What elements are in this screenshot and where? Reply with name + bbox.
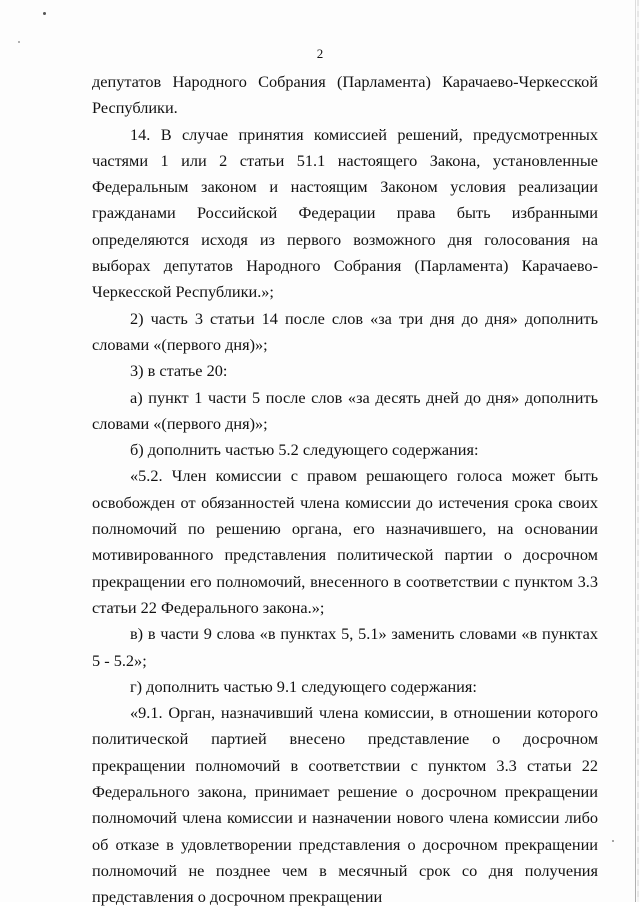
paragraph: «9.1. Орган, назначивший члена комиссии, в отношении которого политической партией внесено представление о досрочном прекращении полномочий в соответствии с пунктом 3.3 статьи 22 Федерального закона, принимает решение о досрочном прекращении полномочий члена комиссии и назначении нового члена комиссии либо об отказе в удовлетворении представления о досрочном прекращении полномочий не позднее чем в месячный срок со дня получения представления о досрочном прекращении (92, 703, 598, 907)
paragraph: депутатов Народного Собрания (Парламента) Карачаево-Черкесской Республики. (92, 72, 598, 118)
paragraph: а) пункт 1 части 5 после слов «за десять дней до дня» дополнить словами «(первого дня)»; (92, 387, 598, 433)
scan-speck (43, 12, 46, 15)
document-body (92, 69, 598, 911)
paragraph: 14. В случае принятия комиссией решений, предусмотренных частями 1 или 2 статьи 51.1 настоящего Закона, установленные Федеральным законом и настоящим Законом условия реализации гражданами Российской Федерации права быть избранными определяются исходя из первого возможного дня голосования на выборах депутатов Народного Собрания (Парламента) Карачаево-Черкесской Республики.»; (92, 124, 598, 302)
paragraph: б) дополнить частью 5.2 следующего содержания: (130, 440, 479, 460)
page-number: 2 (316, 46, 324, 61)
paragraph: в) в части 9 слова «в пунктах 5, 5.1» заменить словами «в пунктах 5 - 5.2»; (92, 624, 598, 670)
paragraph: г) дополнить частью 9.1 следующего содержания: (130, 676, 477, 696)
paragraph: 2) часть 3 статьи 14 после слов «за три дня до дня» дополнить словами «(первого дня)»; (92, 308, 598, 354)
paragraph: «5.2. Член комиссии с правом решающего голоса может быть освобожден от обязанностей члена комиссии до истечения срока своих полномочий по решению органа, его назначившего, на основании мотивированного представления политической партии о досрочном прекращении его полномочий, внесенного в соответствии с пунктом 3.3 статьи 22 Федерального закона.»; (92, 466, 598, 617)
scan-speck (18, 41, 20, 43)
paragraph: 3) в статье 20: (130, 361, 228, 381)
scan-edge (637, 0, 639, 902)
scan-edge-line (635, 0, 636, 902)
scan-speck (612, 840, 614, 842)
